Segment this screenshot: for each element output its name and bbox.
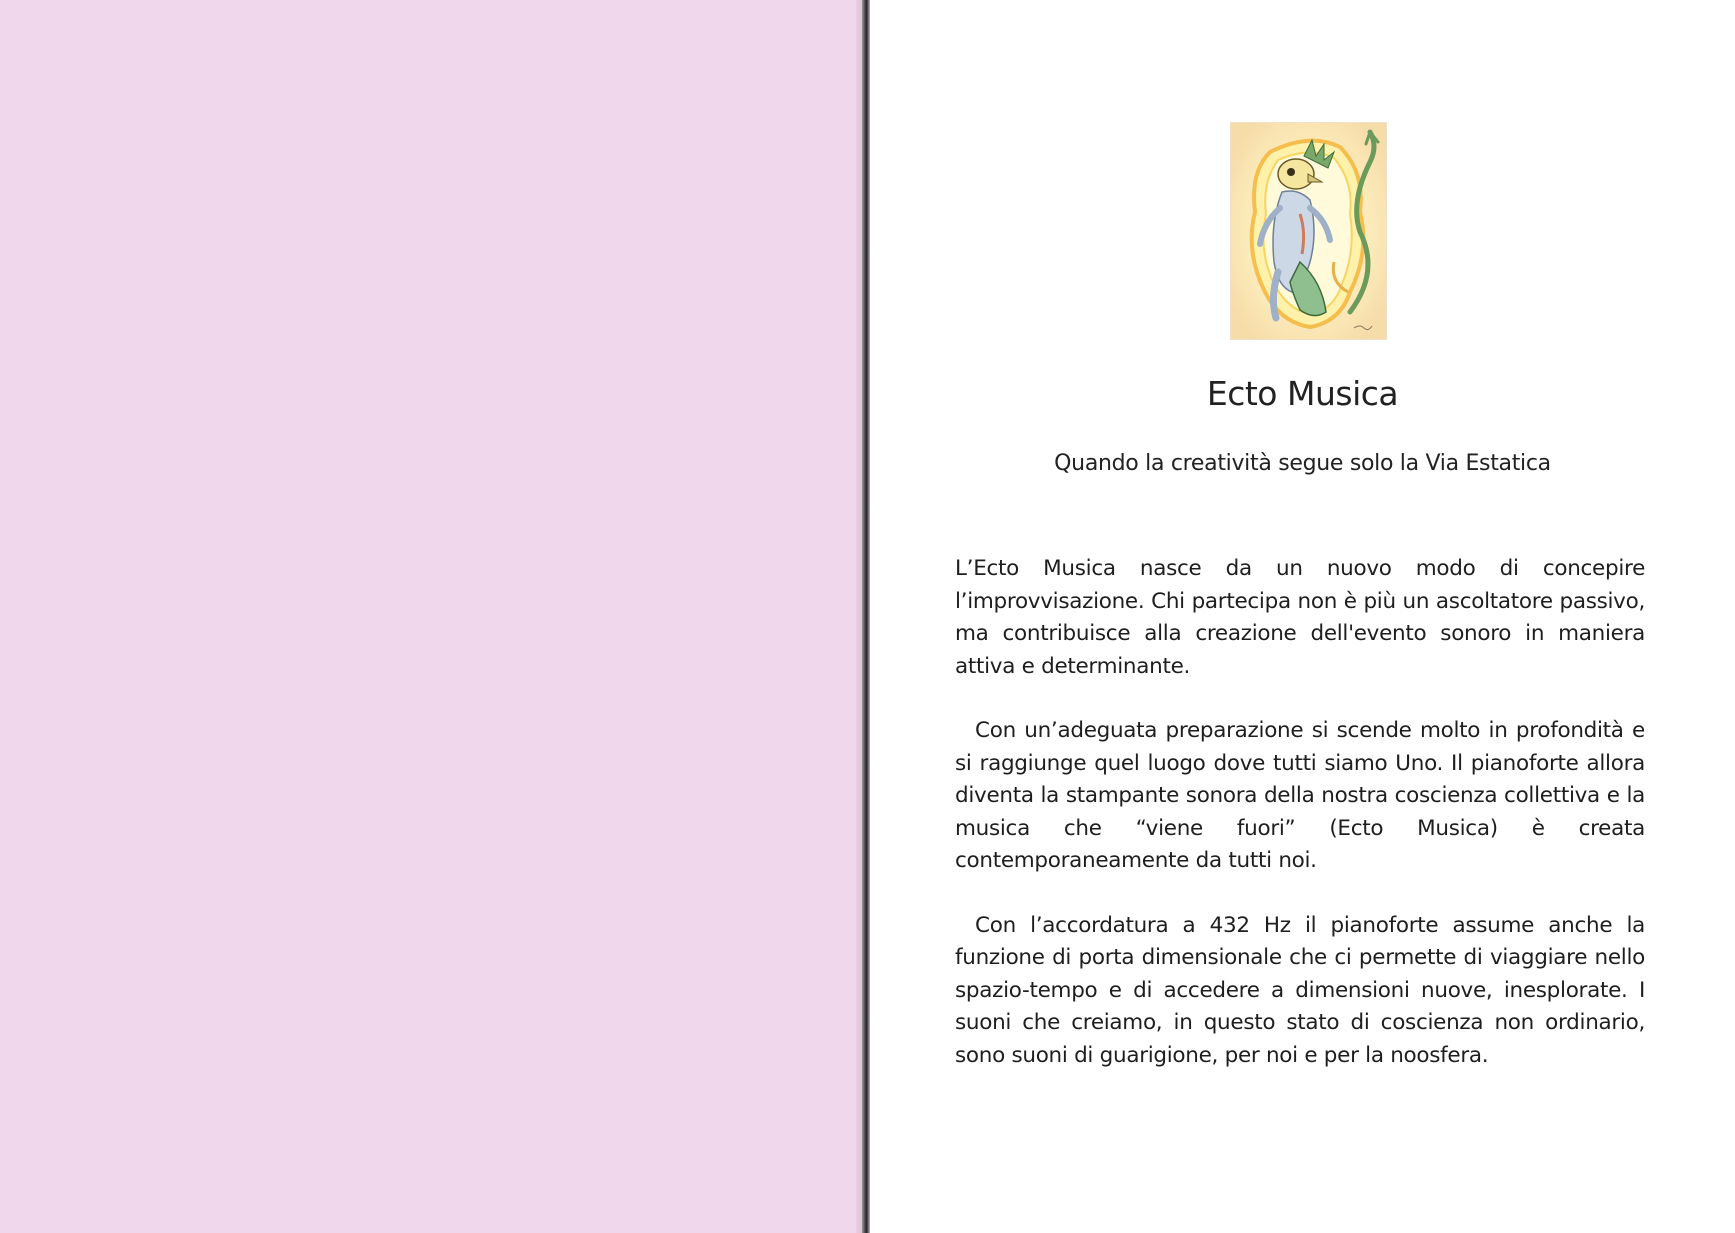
right-page xyxy=(870,0,1735,1233)
fantasy-creature-drawing-icon xyxy=(1230,122,1387,340)
paragraph-1: L’Ecto Musica nasce da un nuovo modo di concepire l’improvvisazione. Chi partecipa non è più un ascoltatore passivo, ma contribuisce alla creazione dell'evento sonoro in maniera attiva e determinante. xyxy=(955,556,1645,679)
paragraph-3: Con l’accordatura a 432 Hz il pianoforte assume anche la funzione di porta dimensionale che ci permette di viaggiare nello spazio-tempo e di accedere a dimensioni nuove, inesplorate. I suoni che creiamo, in questo stato di coscienza non ordinario, sono suoni di guarigione, per noi e per la noosfera. xyxy=(955,912,1645,1068)
page-title: Ecto Musica xyxy=(1206,374,1399,413)
book-spine xyxy=(862,0,870,1233)
page-subtitle: Quando la creatività segue solo la Via Estatica xyxy=(1054,451,1551,476)
paragraph-2: Con un’adeguata preparazione si scende molto in profondità e si raggiunge quel luogo dove tutti siamo Uno. Il pianoforte allora diventa la stampante sonora della nostra coscienza collettiva e la musica che “viene fuori” (Ecto Musica) è creata contemporaneamente da tutti noi. xyxy=(955,718,1645,873)
body-text xyxy=(955,553,1645,1104)
left-page-blank xyxy=(0,0,862,1233)
